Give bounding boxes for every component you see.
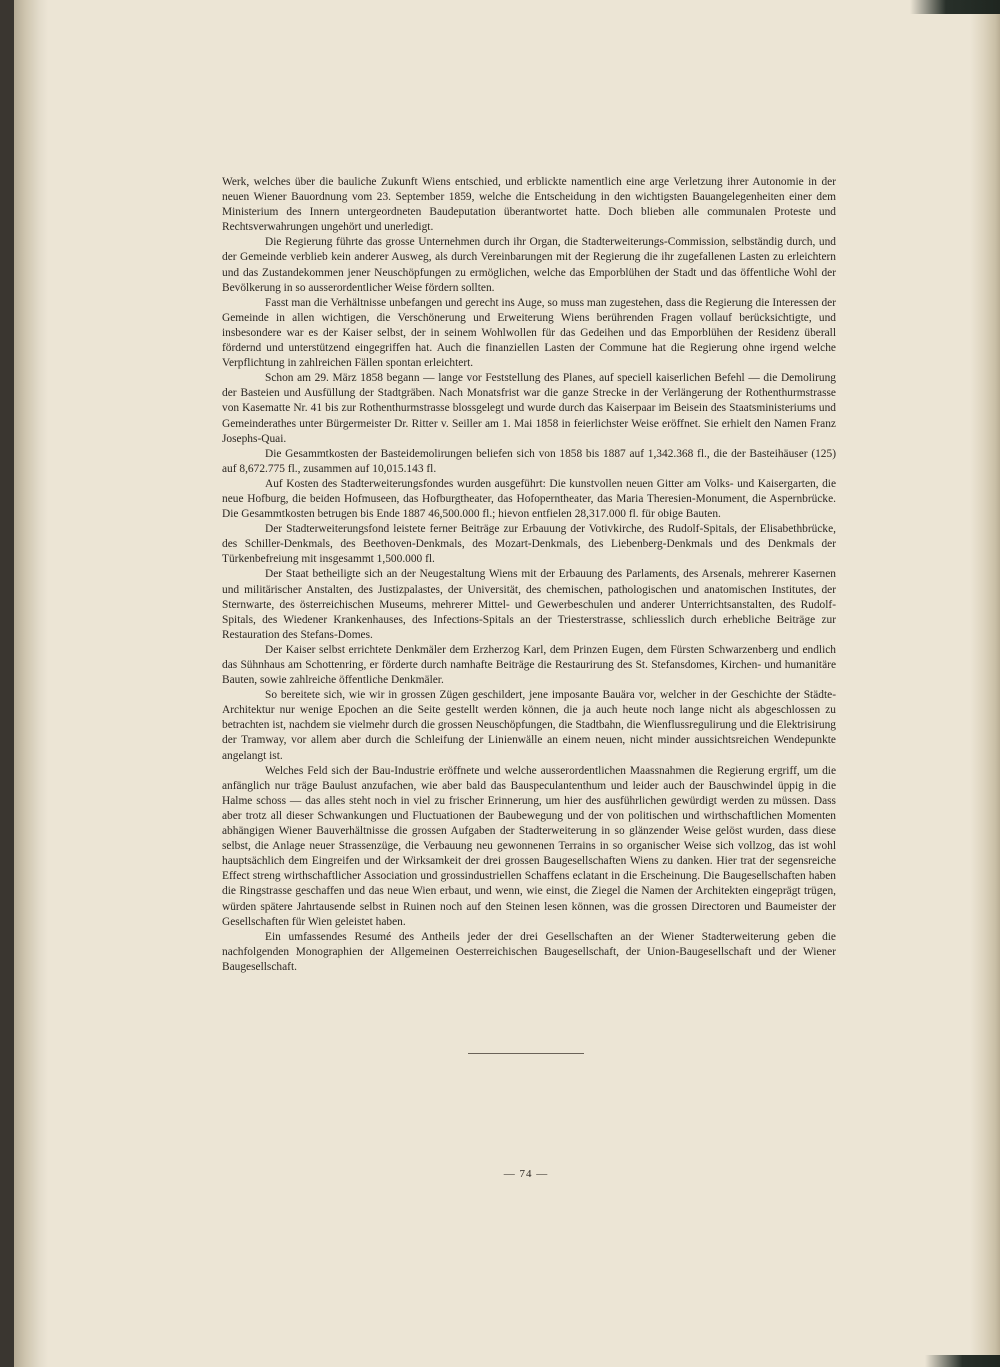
page-gutter-shadow — [14, 0, 48, 1367]
paragraph: Welches Feld sich der Bau-Industrie eröffnete und welche ausserordentlichen Maassnahmen die Regierung ergriff, um die anfänglich nur träge Baulust anzufachen, wie aber bald das Bauspeculantenthum und leider auch der Bauschwindel üppig in die Halme schoss — das alles steht noch in viel zu frischer Erinnerung, um hier des ausführlichen gewürdigt werden zu müssen. Dass aber trotz all dieser Schwankungen und Fluctuationen der Baubewegung und der von politischen und wirthschaftlichen Momenten abhängigen Wiener Bauverhältnisse die grossen Aufgaben der Stadterweiterung in so glänzender Weise gelöst wurden, dass diese selbst, die Anlage neuer Strassenzüge, die Verbauung neu gewonnenen Terrains in so organischer Weise sich vollzog, das ist wohl hauptsächlich dem Eingreifen und der Wirksamkeit der drei grossen Baugesellschaften Wiens zu danken. Hier trat der segensreiche Effect streng wirthschaftlicher Association und grossindustriellen Schaffens eclatant in die Erscheinung. Die Baugesellschaften haben die Ringstrasse geschaffen und das neue Wien erbaut, und wenn, wie einst, die Ziegel die Namen der Architekten eingeprägt trügen, würden spätere Jahrtausende selbst in Ruinen noch auf den Steinen lesen können, was die grossen Directoren und Baumeister der Gesellschaften für Wien geleistet haben. — [222, 764, 836, 928]
paragraph: Schon am 29. März 1858 begann — lange vor Feststellung des Planes, auf speciell kaiserlichen Befehl — die Demolirung der Basteien und Ausfüllung der Stadtgräben. Nach Monatsfrist war die ganze Strecke in der Verlängerung der Rothenthurmstrasse von Kasematte Nr. 41 bis zur Rothenthurmstrasse blossgelegt und wurde durch das Kaiserpaar im Beisein des Staatsministeriums und Gemeinderathes unter Bürgermeister Dr. Ritter v. Seiller am 1. Mai 1858 in feierlichster Weise eröffnet. Sie erhielt den Namen Franz Josephs-Quai. — [222, 372, 836, 445]
paragraph: Der Kaiser selbst errichtete Denkmäler dem Erzherzog Karl, dem Prinzen Eugen, dem Fürsten Schwarzenberg und endlich das Sühnhaus am Schottenring, er förderte durch namhafte Beiträge die Restaurirung des St. Stefansdomes, Kirchen- und humanitäre Bauten, sowie zahlreiche öffentliche Denkmäler. — [222, 643, 836, 687]
paragraph: Ein umfassendes Resumé des Antheils jeder der drei Gesellschaften an der Wiener Stadterweiterung geben die nachfolgenden Monographien der Allgemeinen Oesterreichischen Baugesellschaft, der Union-Baugesellschaft und der Wiener Baugesellschaft. — [222, 930, 836, 973]
page-right-edge — [970, 0, 1000, 1367]
paragraph: So bereitete sich, wie wir in grossen Zügen geschildert, jene imposante Bauära vor, welcher in der Geschichte der Städte-Architektur nur wenige Epochen an die Seite gestellt werden können, die ja auch heute noch lange nicht als abgeschlossen zu betrachten ist, nachdem sie vielmehr durch die grossen Neuschöpfungen, die Stadtbahn, die Wienflussregulirung und die Elektrisirung der Tramway, vor allem aber durch die Schleifung der Linienwälle an einem neuen, nicht minder aussichtsreichen Wendepunkte angelangt ist. — [222, 689, 836, 762]
paragraph: Auf Kosten des Stadterweiterungsfondes wurden ausgeführt: Die kunstvollen neuen Gitter am Volks- und Kaisergarten, die neue Hofburg, die beiden Hofmuseen, das Hofburgtheater, das Hofoperntheater, das Maria Theresien-Monument, die Aspernbrücke. Die Gesammtkosten betrugen bis Ende 1887 46,500.000 fl.; hievon entfielen 28,317.000 fl. für obige Bauten. — [222, 477, 836, 521]
paragraph: Werk, welches über die bauliche Zukunft Wiens entschied, und erblickte namentlich eine arge Verletzung ihrer Autonomie in der neuen Wiener Bauordnung vom 23. September 1859, welche die Entscheidung in den wichtigsten Bauangelegenheiten einer dem Ministerium des Innern untergeordneten Baudeputation überantwortet hatte. Doch blieben alle communalen Proteste und Rechtsverwahrungen ungehört und unerledigt. — [222, 176, 836, 234]
page-number: — 74 — — [503, 1168, 549, 1180]
paragraph: Fasst man die Verhältnisse unbefangen und gerecht ins Auge, so muss man zugestehen, dass die Regierung die Interessen der Gemeinde in allen wichtigen, die Verschönerung und Erweiterung Wiens berührenden Fragen vollauf berücksichtigte, und insbesondere war es der Kaiser selbst, der in seinem Wohlwollen für das Gedeihen und das Emporblühen der Residenz überall fördernd und unterstützend eingegriffen hat. Auch die finanziellen Lasten der Commune hat die Regierung ohne irgend welche Verpflichtung in zahlreichen Fällen spontan erleichtert. — [222, 296, 836, 370]
body-text — [222, 175, 836, 975]
paragraph: Der Staat betheiligte sich an der Neugestaltung Wiens mit der Erbauung des Parlaments, des Arsenals, mehrerer Kasernen und militärischer Anstalten, des Justizpalastes, der Universität, des chemischen, pathologischen und anatomischen Institutes, der Sternwarte, des österreichischen Museums, mehrerer Mittel- und Gewerbeschulen und anderer Unterrichtsanstalten, des Rudolf-Spitals, des Wiedener Krankenhauses, des Infections-Spitals an der Triesterstrasse, schliesslich durch erhebliche Beiträge zur Restauration des Stefans-Domes. — [222, 568, 836, 641]
binding-corner-top — [910, 0, 1000, 14]
paragraph: Der Stadterweiterungsfond leistete ferner Beiträge zur Erbauung der Votivkirche, des Rudolf-Spitals, der Elisabethbrücke, des Schiller-Denkmals, des Beethoven-Denkmals, des Mozart-Denkmals, des Liebenberg-Denkmals und des Denkmals der Türkenbefreiung mit insgesammt 1,500.000 fl. — [222, 523, 836, 566]
section-end-rule — [468, 1053, 584, 1054]
binding-corner-bottom — [925, 1355, 1000, 1367]
paragraph: Die Regierung führte das grosse Unternehmen durch ihr Organ, die Stadterweiterungs-Commission, selbständig durch, und der Gemeinde verblieb kein anderer Ausweg, als durch Vereinbarungen mit der Regierung die ihr zugefallenen Lasten zu erleichtern und das Zustandekommen jener Neuschöpfungen zu ermöglichen, welche das Emporblühen der Stadt und das öffentliche Wohl der Bevölkerung in so ausserordentlicher Weise fördern sollten. — [222, 236, 836, 294]
paragraph: Die Gesammtkosten der Basteidemolirungen beliefen sich von 1858 bis 1887 auf 1,342.368 fl., die der Basteihäuser (125) auf 8,672.775 fl., zusammen auf 10,015.143 fl. — [222, 447, 836, 475]
